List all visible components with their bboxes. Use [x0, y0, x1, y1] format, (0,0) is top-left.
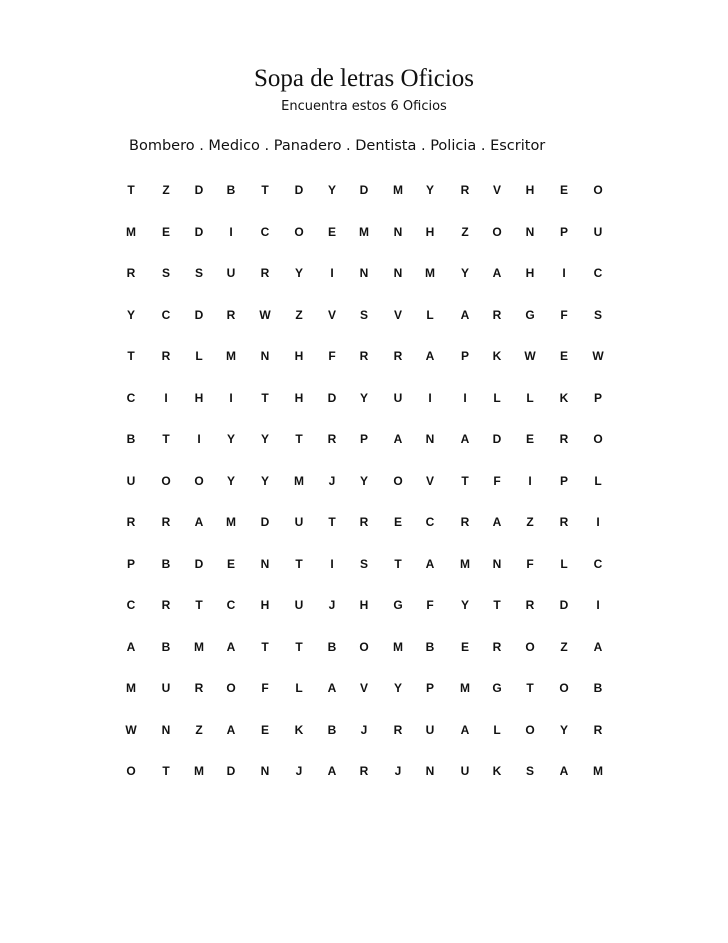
grid-letter: D — [559, 598, 569, 612]
grid-letter: K — [559, 391, 569, 405]
grid-letter: Y — [260, 432, 269, 446]
grid-letter: Z — [526, 515, 534, 529]
grid-letter: M — [393, 640, 403, 654]
grid-letter: U — [460, 764, 470, 778]
grid-letter: N — [359, 266, 369, 280]
grid-letter: C — [126, 598, 136, 612]
grid-letter: A — [393, 432, 403, 446]
grid-letter: M — [194, 640, 204, 654]
grid-letter: R — [359, 349, 369, 363]
grid-letter: E — [559, 183, 568, 197]
grid-letter: P — [359, 432, 368, 446]
grid-letter: J — [328, 474, 336, 488]
grid-letter: T — [295, 640, 303, 654]
grid-letter: N — [425, 764, 435, 778]
grid-letter: M — [226, 515, 236, 529]
grid-letter: M — [126, 225, 136, 239]
grid-letter: A — [492, 515, 502, 529]
grid-letter: G — [393, 598, 403, 612]
grid-letter: D — [194, 557, 204, 571]
grid-letter: K — [294, 723, 304, 737]
grid-letter: R — [194, 681, 204, 695]
grid-letter: O — [126, 764, 136, 778]
grid-letter: T — [295, 432, 303, 446]
grid-letter: B — [161, 557, 171, 571]
grid-letter: Y — [393, 681, 402, 695]
grid-letter: I — [330, 266, 334, 280]
grid-letter: A — [327, 681, 337, 695]
grid-letter: O — [492, 225, 502, 239]
grid-letter: I — [463, 391, 467, 405]
grid-letter: J — [360, 723, 368, 737]
grid-letter: R — [492, 308, 502, 322]
grid-letter: V — [393, 308, 402, 322]
grid-letter: M — [593, 764, 603, 778]
grid-letter: T — [195, 598, 203, 612]
grid-letter: R — [359, 515, 369, 529]
grid-letter: R — [559, 432, 569, 446]
grid-letter: M — [126, 681, 136, 695]
grid-letter: E — [525, 432, 534, 446]
grid-letter: R — [460, 515, 470, 529]
grid-letter: J — [295, 764, 303, 778]
grid-letter: S — [525, 764, 534, 778]
grid-letter: M — [460, 681, 470, 695]
grid-letter: C — [260, 225, 270, 239]
grid-letter: H — [525, 183, 535, 197]
grid-letter: B — [425, 640, 435, 654]
grid-letter: O — [359, 640, 369, 654]
grid-letter: I — [229, 391, 233, 405]
grid-letter: I — [596, 598, 600, 612]
grid-letter: R — [525, 598, 535, 612]
grid-letter: A — [425, 349, 435, 363]
grid-letter: W — [592, 349, 604, 363]
grid-letter: L — [493, 391, 501, 405]
grid-letter: I — [330, 557, 334, 571]
grid-letter: R — [559, 515, 569, 529]
grid-letter: J — [394, 764, 402, 778]
grid-letter: S — [194, 266, 203, 280]
grid-letter: R — [126, 266, 136, 280]
grid-letter: A — [460, 308, 470, 322]
grid-letter: S — [593, 308, 602, 322]
grid-letter: R — [161, 598, 171, 612]
grid-letter: Y — [559, 723, 568, 737]
grid-letter: A — [226, 640, 236, 654]
grid-letter: N — [525, 225, 535, 239]
grid-letter: P — [126, 557, 135, 571]
grid-letter: T — [526, 681, 534, 695]
grid-letter: T — [261, 640, 269, 654]
grid-letter: Y — [294, 266, 303, 280]
grid-letter: L — [526, 391, 534, 405]
grid-letter: N — [492, 557, 502, 571]
grid-letter: D — [294, 183, 304, 197]
grid-letter: B — [593, 681, 603, 695]
grid-letter: W — [524, 349, 536, 363]
grid-letter: O — [194, 474, 204, 488]
grid-letter: O — [559, 681, 569, 695]
grid-letter: A — [226, 723, 236, 737]
grid-letter: C — [593, 266, 603, 280]
grid-letter: H — [294, 349, 304, 363]
grid-letter: Y — [327, 183, 336, 197]
grid-letter: P — [425, 681, 434, 695]
grid-letter: A — [593, 640, 603, 654]
grid-letter: L — [195, 349, 203, 363]
grid-letter: H — [260, 598, 270, 612]
grid-letter: Y — [260, 474, 269, 488]
grid-letter: A — [126, 640, 136, 654]
grid-letter: G — [525, 308, 535, 322]
grid-letter: U — [226, 266, 236, 280]
grid-letter: R — [327, 432, 337, 446]
grid-letter: O — [294, 225, 304, 239]
grid-letter: I — [229, 225, 233, 239]
grid-letter: O — [161, 474, 171, 488]
grid-letter: W — [259, 308, 271, 322]
grid-letter: T — [261, 183, 269, 197]
grid-letter: E — [460, 640, 469, 654]
grid-letter: O — [525, 723, 535, 737]
grid-letter: Y — [460, 598, 469, 612]
grid-letter: E — [559, 349, 568, 363]
grid-letter: I — [596, 515, 600, 529]
grid-letter: L — [295, 681, 303, 695]
grid-letter: I — [562, 266, 566, 280]
grid-letter: H — [425, 225, 435, 239]
grid-letter: Z — [295, 308, 303, 322]
grid-letter: I — [164, 391, 168, 405]
grid-letter: Y — [126, 308, 135, 322]
grid-letter: K — [492, 349, 502, 363]
grid-letter: R — [161, 349, 171, 363]
grid-letter: N — [260, 557, 270, 571]
grid-letter: R — [226, 308, 236, 322]
grid-letter: O — [226, 681, 236, 695]
grid-letter: E — [327, 225, 336, 239]
grid-letter: R — [593, 723, 603, 737]
grid-letter: D — [327, 391, 337, 405]
grid-letter: L — [560, 557, 568, 571]
grid-letter: R — [393, 723, 403, 737]
grid-letter: C — [161, 308, 171, 322]
grid-letter: Z — [560, 640, 568, 654]
grid-letter: D — [359, 183, 369, 197]
grid-letter: M — [460, 557, 470, 571]
grid-letter: D — [194, 183, 204, 197]
grid-letter: I — [528, 474, 532, 488]
grid-letter: V — [359, 681, 368, 695]
grid-letter: N — [393, 266, 403, 280]
grid-letter: V — [425, 474, 434, 488]
grid-letter: A — [327, 764, 337, 778]
grid-letter: H — [359, 598, 369, 612]
grid-letter: U — [294, 598, 304, 612]
grid-letter: B — [226, 183, 236, 197]
grid-letter: Z — [195, 723, 203, 737]
grid-letter: B — [327, 640, 337, 654]
grid-letter: O — [593, 432, 603, 446]
grid-letter: T — [162, 432, 170, 446]
grid-letter: M — [194, 764, 204, 778]
grid-letter: F — [493, 474, 501, 488]
grid-letter: K — [492, 764, 502, 778]
grid-letter: D — [492, 432, 502, 446]
grid-letter: F — [261, 681, 269, 695]
grid-letter: C — [126, 391, 136, 405]
grid-letter: O — [525, 640, 535, 654]
grid-letter: A — [425, 557, 435, 571]
grid-letter: R — [393, 349, 403, 363]
grid-letter: P — [460, 349, 469, 363]
grid-letter: S — [359, 557, 368, 571]
grid-letter: M — [226, 349, 236, 363]
grid-letter: T — [328, 515, 336, 529]
grid-letter: M — [359, 225, 369, 239]
grid-letter: Z — [162, 183, 170, 197]
grid-letter: T — [295, 557, 303, 571]
grid-letter: P — [559, 225, 568, 239]
grid-letter: E — [161, 225, 170, 239]
grid-letter: T — [493, 598, 501, 612]
puzzle-title: Sopa de letras Oficios — [253, 65, 475, 92]
grid-letter: D — [194, 308, 204, 322]
grid-letter: L — [493, 723, 501, 737]
grid-letter: U — [294, 515, 304, 529]
grid-letter: T — [127, 183, 135, 197]
grid-letter: R — [161, 515, 171, 529]
grid-letter: D — [260, 515, 270, 529]
grid-letter: R — [260, 266, 270, 280]
grid-letter: T — [394, 557, 402, 571]
grid-letter: N — [161, 723, 171, 737]
grid-letter: R — [492, 640, 502, 654]
grid-letter: A — [492, 266, 502, 280]
grid-letter: I — [428, 391, 432, 405]
grid-letter: C — [593, 557, 603, 571]
grid-letter: M — [425, 266, 435, 280]
grid-letter: A — [559, 764, 569, 778]
grid-letter: F — [560, 308, 568, 322]
grid-letter: H — [294, 391, 304, 405]
puzzle-subtitle: Encuentra estos 6 Oficios — [281, 99, 447, 114]
grid-letter: L — [594, 474, 602, 488]
grid-letter: W — [125, 723, 137, 737]
grid-letter: E — [393, 515, 402, 529]
grid-letter: O — [393, 474, 403, 488]
grid-letter: M — [393, 183, 403, 197]
grid-letter: U — [161, 681, 171, 695]
grid-letter: I — [197, 432, 201, 446]
grid-letter: V — [327, 308, 336, 322]
grid-letter: T — [461, 474, 469, 488]
grid-letter: R — [126, 515, 136, 529]
grid-letter: B — [161, 640, 171, 654]
grid-letter: T — [127, 349, 135, 363]
grid-letter: F — [328, 349, 336, 363]
grid-letter: F — [426, 598, 434, 612]
word-list: Bombero . Medico . Panadero . Dentista . Policia . Escritor — [129, 138, 546, 154]
grid-letter: J — [328, 598, 336, 612]
grid-letter: U — [425, 723, 435, 737]
grid-letter: A — [460, 723, 470, 737]
grid-letter: O — [593, 183, 603, 197]
grid-letter: U — [393, 391, 403, 405]
grid-letter: N — [260, 349, 270, 363]
grid-letter: Z — [461, 225, 469, 239]
grid-letter: P — [593, 391, 602, 405]
grid-letter: Y — [359, 474, 368, 488]
grid-letter: E — [226, 557, 235, 571]
grid-letter: D — [194, 225, 204, 239]
grid-letter: L — [426, 308, 434, 322]
grid-letter: D — [226, 764, 236, 778]
grid-letter: U — [126, 474, 136, 488]
grid-letter: R — [460, 183, 470, 197]
grid-letter: F — [526, 557, 534, 571]
grid-letter: R — [359, 764, 369, 778]
grid-letter: A — [460, 432, 470, 446]
grid-letter: H — [194, 391, 204, 405]
grid-letter: M — [294, 474, 304, 488]
grid-letter: T — [261, 391, 269, 405]
grid-letter: C — [425, 515, 435, 529]
grid-letter: P — [559, 474, 568, 488]
grid-letter: N — [260, 764, 270, 778]
grid-letter: Y — [460, 266, 469, 280]
grid-letter: Y — [425, 183, 434, 197]
grid-letter: Y — [226, 432, 235, 446]
grid-letter: S — [359, 308, 368, 322]
grid-letter: C — [226, 598, 236, 612]
grid-letter: E — [260, 723, 269, 737]
grid-letter: Y — [226, 474, 235, 488]
grid-letter: G — [492, 681, 502, 695]
grid-letter: B — [126, 432, 136, 446]
grid-letter: N — [425, 432, 435, 446]
grid-letter: S — [161, 266, 170, 280]
grid-letter: Y — [359, 391, 368, 405]
grid-letter: V — [492, 183, 501, 197]
grid-letter: H — [525, 266, 535, 280]
grid-letter: N — [393, 225, 403, 239]
grid-letter: U — [593, 225, 603, 239]
grid-letter: T — [162, 764, 170, 778]
grid-letter: A — [194, 515, 204, 529]
grid-letter: B — [327, 723, 337, 737]
